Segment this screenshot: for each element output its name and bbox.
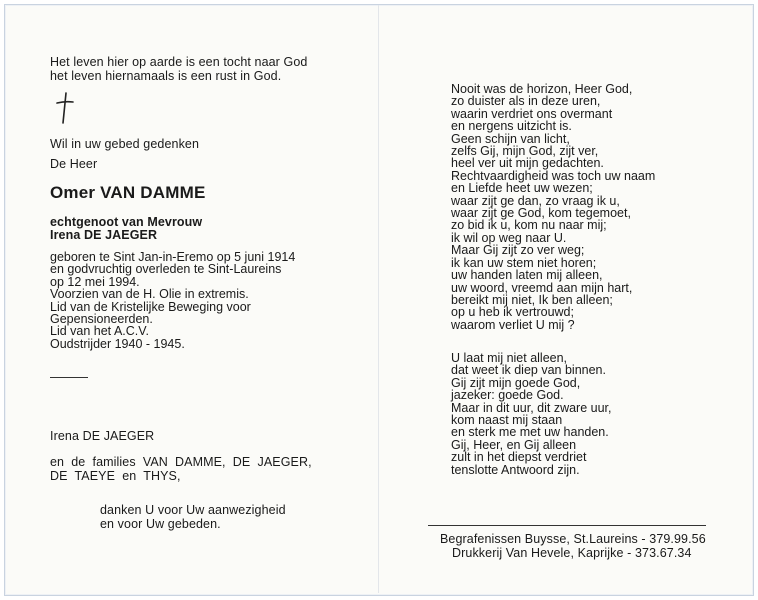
epigraph-line-1: Het leven hier op aarde is een tocht naar God (50, 55, 308, 69)
printer-line-2: Drukkerij Van Hevele, Kaprijke - 373.67.34 (452, 546, 692, 560)
poem-line: Maar Gij zijt zo ver weg; (451, 243, 585, 258)
poem-line: ik wil op weg naar U. (451, 230, 567, 245)
bio-line: op 12 mei 1994. (50, 274, 140, 289)
poem-line: waar zijt ge dan, zo vraag ik u, (451, 193, 620, 208)
poem-line: jazeker: goede God. (451, 388, 564, 403)
footer-divider (428, 525, 706, 526)
poem-line: Gij, Heer, en Gij alleen (451, 437, 577, 452)
poem-line: dat weet ik diep van binnen. (451, 363, 606, 378)
poem-line: zo duister als in deze uren, (451, 94, 601, 109)
intro-text: Wil in uw gebed gedenken (50, 137, 200, 151)
printer-line-1: Begrafenissen Buysse, St.Laureins - 379.99.56 (440, 532, 706, 546)
poem-line: tenslotte Antwoord zijn. (451, 462, 580, 477)
poem-line: uw woord, vreemd aan mijn hart, (451, 280, 633, 295)
divider (50, 377, 88, 378)
poem-stanza-1 (451, 83, 655, 331)
poem-line: en Liefde heet uw wezen; (451, 181, 593, 196)
poem-line: waarin verdriet ons overmant (451, 106, 613, 121)
poem-line: Nooit was de horizon, Heer God, (451, 82, 633, 96)
poem-line: bereikt mij niet, Ik ben alleen; (451, 292, 613, 307)
poem-line: heel ver uit mijn gedachten. (451, 156, 604, 171)
poem-line: zelfs Gij, mijn God, zijt ver, (451, 144, 599, 159)
poem-stanza-2 (451, 352, 612, 476)
families-line-1: en de families VAN DAMME, DE JAEGER, (50, 455, 312, 469)
poem-line: waar zijt ge God, kom tegemoet, (451, 206, 631, 221)
poem-line: waarom verliet U mij ? (451, 317, 575, 332)
poem-line: U laat mij niet alleen, (451, 351, 568, 365)
poem-line: Rechtvaardigheid was toch uw naam (451, 168, 656, 183)
poem-line: Maar in dit uur, dit zware uur, (451, 400, 612, 415)
poem-line: uw handen laten mij alleen, (451, 268, 603, 283)
spouse-line-1: echtgenoot van Mevrouw (50, 215, 203, 229)
families-line-2: DE TAEYE en THYS, (50, 469, 181, 483)
bio-line: Voorzien van de H. Olie in extremis. (50, 287, 249, 302)
widow-name: Irena DE JAEGER (50, 429, 155, 443)
card-fold-line (378, 5, 379, 593)
bio-line: geboren te Sint Jan-in-Eremo op 5 juni 1914 (50, 250, 296, 264)
bio-line: en godvruchtig overleden te Sint-Laureins (50, 262, 282, 277)
epigraph-line-2: het leven hiernamaals is een rust in God. (50, 69, 282, 83)
spouse-line-2: Irena DE JAEGER (50, 228, 158, 242)
thanks-line-2: en voor Uw gebeden. (100, 517, 221, 531)
biography (50, 251, 295, 350)
poem-line: op u heb ik vertrouwd; (451, 305, 574, 320)
heer-text: De Heer (50, 157, 98, 171)
deceased-name: Omer VAN DAMME (50, 183, 206, 202)
poem-line: en sterk me met uw handen. (451, 425, 609, 440)
poem-line: en nergens uitzicht is. (451, 119, 572, 134)
poem-line: ik kan uw stem niet horen; (451, 255, 597, 270)
bio-line: Lid van het A.C.V. (50, 324, 149, 339)
bio-line: Gepensioneerden. (50, 312, 153, 327)
bio-line: Oudstrijder 1940 - 1945. (50, 336, 185, 351)
poem-line: Geen schijn van licht, (451, 131, 570, 146)
poem-line: Gij zijt mijn goede God, (451, 375, 581, 390)
thanks-line-1: danken U voor Uw aanwezigheid (100, 503, 286, 517)
poem-line: zo bid ik u, kom nu naar mij; (451, 218, 607, 233)
cross-icon (55, 92, 75, 124)
poem-line: kom naast mij staan (451, 413, 563, 428)
bio-line: Lid van de Kristelijke Beweging voor (50, 299, 251, 314)
poem-line: zult in het diepst verdriet (451, 450, 587, 465)
